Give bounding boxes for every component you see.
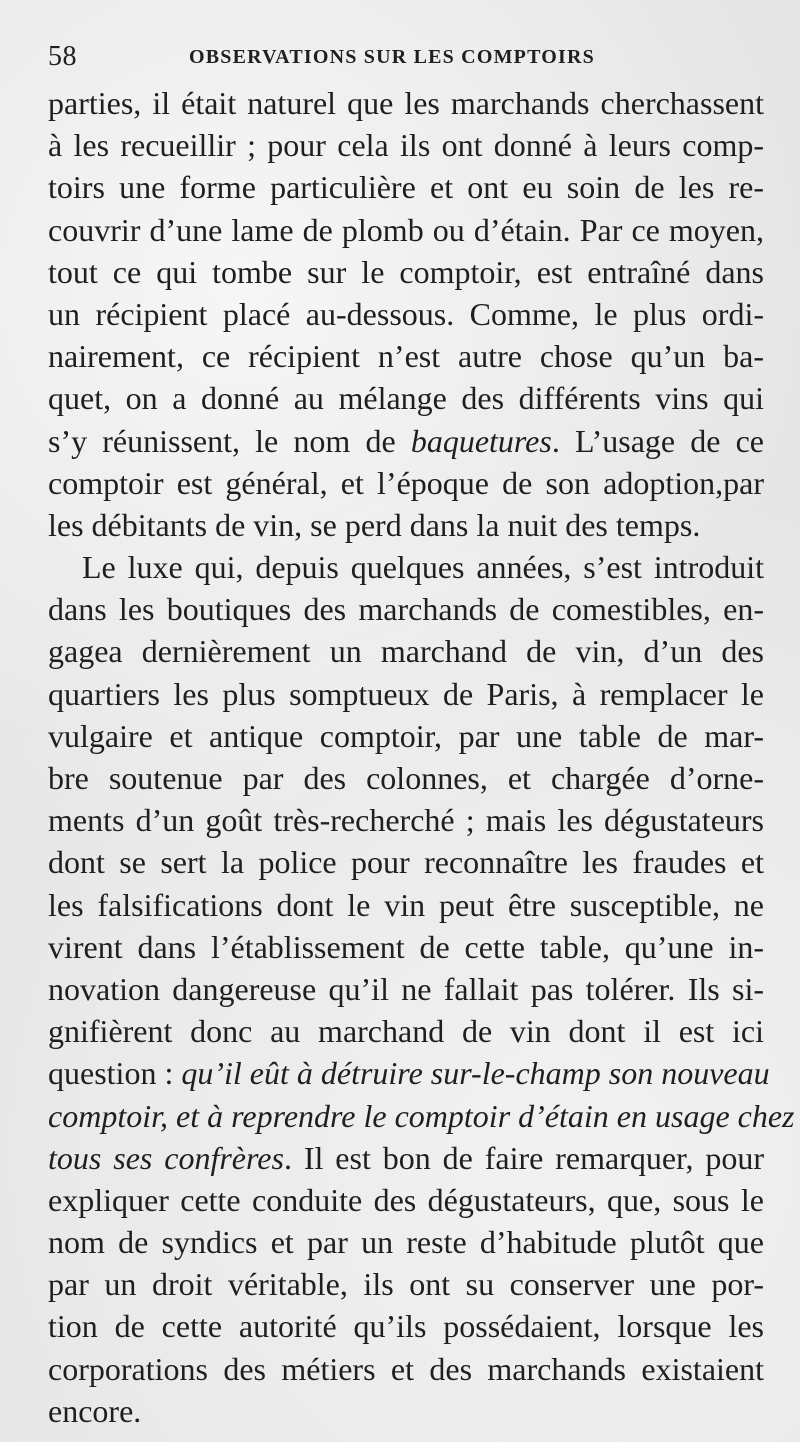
text-segment: question : [48,1055,182,1092]
text-line: bre soutenue par des colonnes, et chargée d’orne- [48,760,764,796]
text-line-with-italic [48,1052,770,1094]
text-line-paragraph-start: Le luxe qui, depuis quelques années, s’est introduit [82,549,764,586]
text-line: les falsifications dont le vin peut être susceptible, ne [48,886,764,923]
text-line: dont se sert la police pour reconnaître les fraudes et [48,844,764,881]
text-line: toirs une forme particulière et ont eu soin de les re- [48,169,764,206]
text-line: gnifièrent donc au marchand de vin dont il est ici [48,1013,764,1050]
text-line: les débitants de vin, se perd dans la nuit des temps. [48,506,701,543]
text-line: par un droit véritable, ils ont su conserver une por- [48,1266,764,1303]
italic-term: baquetures [410,422,552,459]
text-line: couvrir d’une lame de plomb ou d’étain. Par ce moyen, [48,211,764,248]
italic-quote: tous ses confrères [48,1139,284,1176]
text-segment: . Il est bon de faire remarquer, pour [283,1139,765,1176]
text-segment: s’y réunissent, le nom de [48,422,411,459]
text-line: gagea dernièrement un marchand de vin, d’un des [48,633,764,670]
text-line: à les recueillir ; pour cela ils ont donné à leurs comp- [48,127,764,164]
text-line: quartiers les plus somptueux de Paris, à remplacer le [48,675,764,712]
text-line: nom de syndics et par un reste d’habitude plutôt que [48,1224,764,1261]
text-line: novation dangereuse qu’il ne fallait pas tolérer. Ils si- [48,970,764,1007]
text-line: quet, on a donné au mélange des différents vins qui [48,380,764,417]
text-line-with-italic [48,420,764,462]
text-line: comptoir est général, et l’époque de son adoption,par [48,464,764,501]
italic-quote: qu’il eût à détruire sur-le-champ son nouveau [181,1055,770,1092]
text-line: corporations des métiers et des marchands existaient [48,1350,764,1387]
text-line-with-italic [48,1137,764,1179]
text-line: expliquer cette conduite des dégustateurs, que, sous le [48,1181,764,1218]
page-number: 58 [48,41,77,72]
body-text [48,82,795,1432]
running-head: OBSERVATIONS SUR LES COMPTOIRS [189,45,595,68]
text-line: nairement, ce récipient n’est autre chose qu’un ba- [48,338,764,375]
page-header [48,40,768,74]
text-line: virent dans l’établissement de cette table, qu’une in- [48,928,764,965]
text-line: dans les boutiques des marchands de comestibles, en- [48,591,764,628]
text-line: tion de cette autorité qu’ils possédaient, lorsque les [48,1308,764,1345]
italic-quote-line: comptoir, et à reprendre le comptoir d’étain en usage chez [48,1097,795,1134]
text-line: un récipient placé au-dessous. Comme, le plus ordi- [48,295,764,332]
text-line: tout ce qui tombe sur le comptoir, est entraîné dans [48,253,764,290]
text-segment: . L’usage de ce [551,422,765,459]
text-line: encore. [48,1392,142,1429]
text-line: ments d’un goût très-recherché ; mais les dégustateurs [48,802,764,839]
text-line: vulgaire et antique comptoir, par une table de mar- [48,717,764,754]
text-line: parties, il était naturel que les marchands cherchassent [48,85,764,121]
